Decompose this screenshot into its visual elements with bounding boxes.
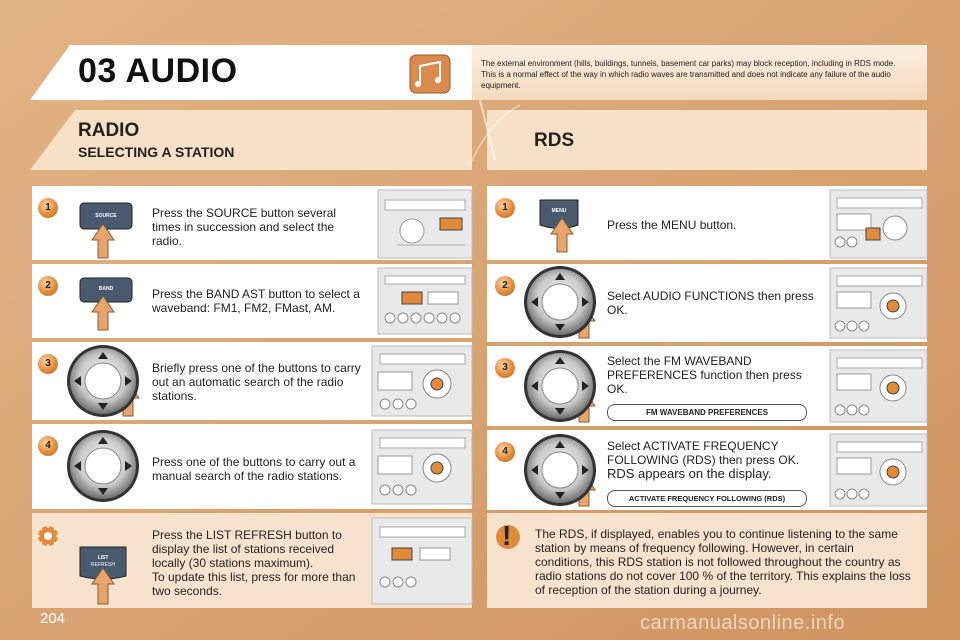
radio-step-3-text: Briefly press one of the buttons to carry out an automatic search of the radio stations. xyxy=(152,361,361,403)
fm-waveband-preferences-label: FM WAVEBAND PREFERENCES xyxy=(607,404,807,421)
rds-step-4-display-text: RDS appears on the display. xyxy=(607,466,772,481)
radio-step-2-text: Press the BAND AST button to select a waveband: FM1, FM2, FMast, AM. xyxy=(152,287,360,315)
radio-unit-icon xyxy=(830,350,927,422)
step-badge: 2 xyxy=(495,276,515,296)
step-badge: 4 xyxy=(495,442,515,462)
step-badge: 1 xyxy=(38,198,58,218)
navigation-dial-icon xyxy=(524,434,596,506)
lamp-tip-icon xyxy=(37,525,59,547)
radio-unit-icon xyxy=(830,190,927,258)
navigation-dial-icon xyxy=(524,266,596,338)
step-badge: 3 xyxy=(38,354,58,374)
radio-unit-icon xyxy=(372,346,472,416)
radio-unit-icon xyxy=(378,190,472,258)
navigation-dial-icon xyxy=(67,345,139,417)
page-number: 204 xyxy=(40,610,66,627)
rds-step-4-text: Select ACTIVATE FREQUENCY FOLLOWING (RDS) then press OK. xyxy=(607,439,800,467)
step-badge: 2 xyxy=(38,276,58,296)
refresh-button-label: REFRESH xyxy=(91,562,115,568)
radio-unit-icon xyxy=(830,268,927,338)
activate-frequency-following-label: ACTIVATE FREQUENCY FOLLOWING (RDS) xyxy=(607,490,807,507)
navigation-dial-icon xyxy=(67,430,139,502)
navigation-dial-icon xyxy=(524,350,596,422)
audio-chapter-icon xyxy=(410,55,450,93)
rds-step-2-text: Select AUDIO FUNCTIONS then press OK. xyxy=(607,289,814,317)
step-badge: 1 xyxy=(495,198,515,218)
radio-heading: RADIO xyxy=(78,120,140,141)
radio-unit-icon xyxy=(372,430,472,504)
list-button-label: LIST xyxy=(97,555,109,561)
radio-step-4-text: Press one of the buttons to carry out a manual search of the radio stations. xyxy=(152,455,356,483)
radio-step-1-text: Press the SOURCE button several times in succession and select the radio. xyxy=(152,206,337,248)
rds-warning-text: The RDS, if displayed, enables you to continue listening to the same station by means of frequency following. However, in certain conditions, this RDS station is not followed throughout the country as radio stations do not cover 100 % of the territory. This explains the loss of reception of the station during a journey. xyxy=(535,527,911,597)
band-button-label: BAND xyxy=(98,286,114,292)
radio-unit-icon xyxy=(830,434,927,506)
selecting-station-heading: SELECTING A STATION xyxy=(78,144,235,160)
radio-tip-text: Press the LIST REFRESH button to display the list of stations received locally (30 stations maximum). To update this list, press for more than two seconds. xyxy=(152,528,356,598)
step-badge: 3 xyxy=(495,358,515,378)
radio-unit-icon xyxy=(378,268,472,334)
menu-button-label: MENU xyxy=(551,208,567,214)
rds-heading: RDS xyxy=(534,130,575,151)
reception-note: The external environment (hills, buildings, tunnels, basement car parks) may block reception, including in RDS mode. This is a normal effect of the way in which radio waves are transmitted and does not indicate any failure of the audio equipment. xyxy=(481,59,896,90)
rds-step-1-text: Press the MENU button. xyxy=(607,218,737,232)
warning-mark: ! xyxy=(502,520,512,551)
radio-unit-icon xyxy=(372,518,472,604)
watermark: carmanualsonline.info xyxy=(640,612,846,634)
source-button-label: SOURCE xyxy=(95,213,117,219)
rds-step-3-text: Select the FM WAVEBAND PREFERENCES function then press OK. xyxy=(607,354,802,396)
step-badge: 4 xyxy=(38,436,58,456)
page-title: 03 AUDIO xyxy=(78,52,238,90)
